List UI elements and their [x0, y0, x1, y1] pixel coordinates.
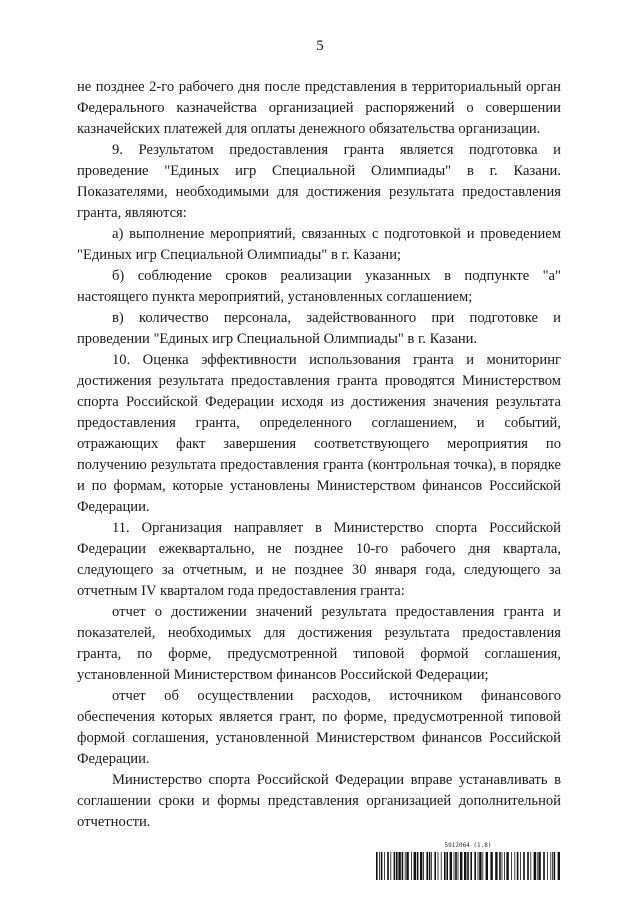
page-number: 5 [316, 38, 324, 54]
barcode-icon [376, 852, 560, 880]
paragraph-report-results: отчет о достижении значений результата предоставления гранта и показателей, необходимых для достижения результата предоставления гранта, по форме, предусмотренной типовой формой соглашения, установленной Министерством финансов Российской Федерации; [77, 604, 561, 683]
paragraph-subitem-b: б) соблюдение сроков реализации указанных в подпункте "а" настоящего пункта мероприятий, установленных соглашением; [77, 268, 561, 305]
paragraph-item-11: 11. Организация направляет в Министерство спорта Российской Федерации ежеквартально, не позднее 10-го рабочего дня квартала, следующего за отчетным, и не позднее 30 января года, следующего за отчетным IV кварталом года предоставления гранта: [77, 520, 561, 599]
paragraph-ministry-right: Министерство спорта Российской Федерации вправе устанавливать в соглашении сроки и формы представления организацией дополнительной отчетности. [77, 772, 561, 830]
document-barcode [376, 842, 560, 882]
document-body [77, 77, 561, 833]
paragraph-subitem-v: в) количество персонала, задействованного при подготовке и проведении "Единых игр Специальной Олимпиады" в г. Казани. [77, 310, 561, 347]
paragraph-continuation: не позднее 2-го рабочего дня после представления в территориальный орган Федерального казначейства организацией распоряжений о совершении казначейских платежей для оплаты денежного обязательства организации. [77, 79, 561, 137]
paragraph-item-10: 10. Оценка эффективности использования гранта и мониторинг достижения результата предоставления гранта проводятся Министерством спорта Российской Федерации исходя из достижения значения результата предоставления гранта, определенного соглашением, и событий, отражающих факт завершения соответствующего мероприятия по получению результата предоставления гранта (контрольная точка), в порядке и по формам, которые установлены Министерством финансов Российской Федерации. [77, 352, 561, 515]
paragraph-item-9: 9. Результатом предоставления гранта является подготовка и проведение "Единых игр Специальной Олимпиады" в г. Казани. Показателями, необходимыми для достижения результата предоставления гранта, являются: [77, 142, 561, 221]
paragraph-subitem-a: а) выполнение мероприятий, связанных с подготовкой и проведением "Единых игр Специальной Олимпиады" в г. Казани; [77, 226, 561, 263]
paragraph-report-expenses: отчет об осуществлении расходов, источником финансового обеспечения которых является грант, по форме, предусмотренной типовой формой соглашения, установленной Министерством финансов Российской Федерации. [77, 688, 561, 767]
barcode-caption: 5912064 (1.8) [444, 842, 492, 849]
